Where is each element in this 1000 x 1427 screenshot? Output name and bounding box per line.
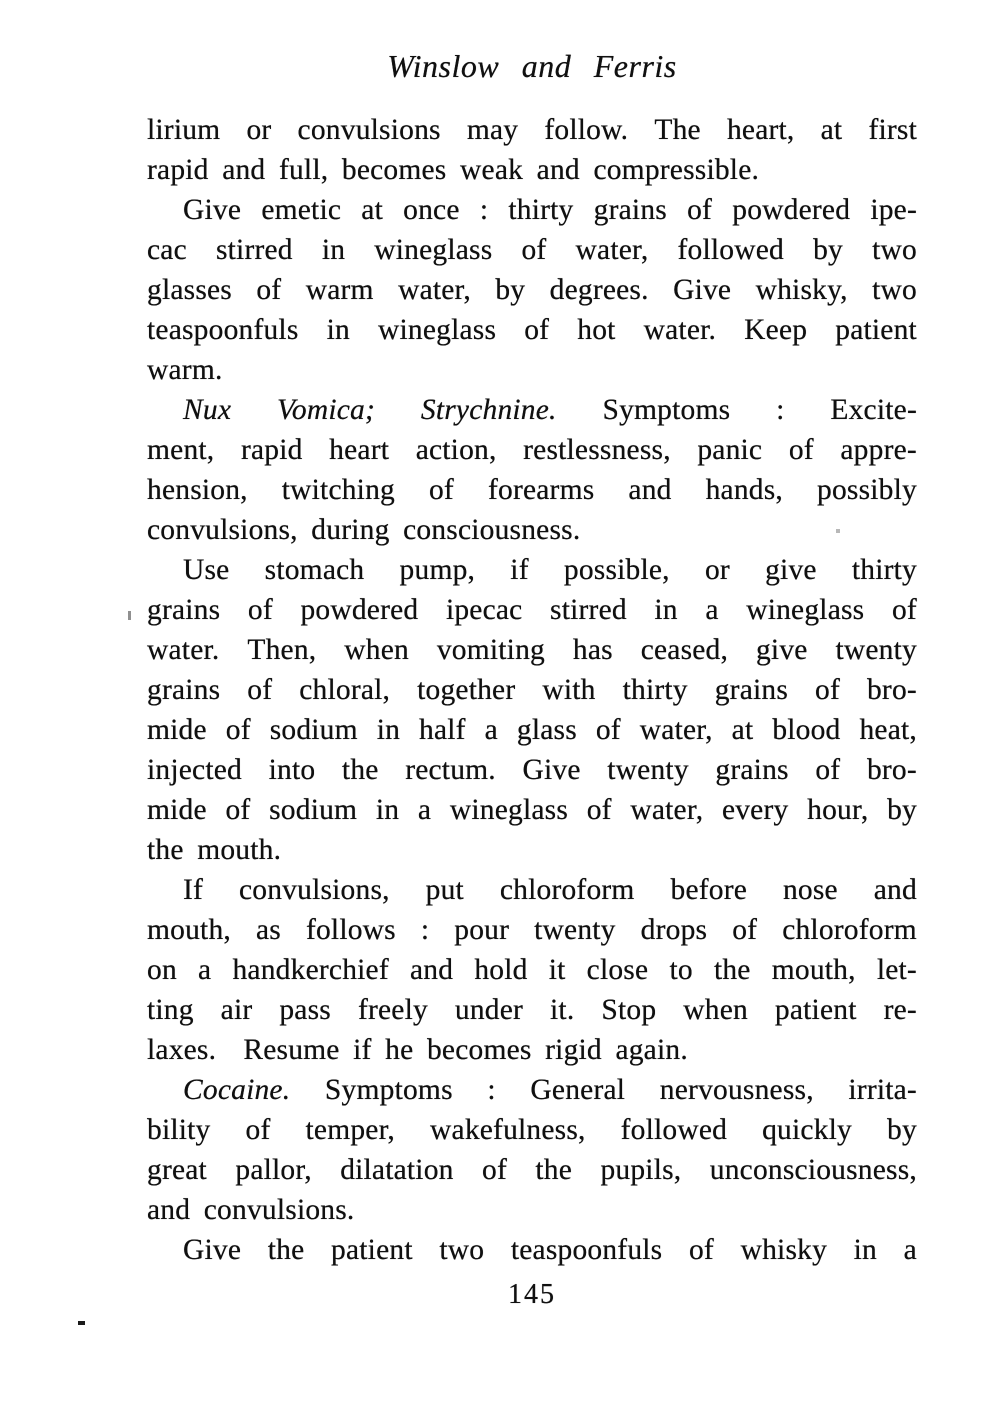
word: restlessness, xyxy=(523,434,671,466)
word: grains xyxy=(147,594,221,626)
word: may xyxy=(466,114,519,146)
text-line xyxy=(147,350,917,390)
text-line xyxy=(147,430,917,470)
word: emetic xyxy=(261,194,342,226)
word: twenty xyxy=(534,914,616,946)
word: of xyxy=(687,194,713,226)
text-line xyxy=(147,550,917,590)
word: by xyxy=(495,274,526,306)
word: mouth, xyxy=(147,914,231,946)
word: of xyxy=(247,674,273,706)
word: a xyxy=(417,794,432,826)
word: in xyxy=(326,314,350,346)
word: every xyxy=(721,794,789,826)
word: Give xyxy=(183,1234,242,1266)
word: General xyxy=(530,1074,626,1106)
text-line xyxy=(147,870,917,910)
word: of xyxy=(247,594,273,626)
word: once xyxy=(403,194,460,226)
word: the xyxy=(267,1234,305,1266)
text-line xyxy=(147,1190,917,1230)
word: grains xyxy=(714,674,789,706)
word: the xyxy=(535,1154,573,1186)
text: warm. xyxy=(147,354,223,386)
text-line xyxy=(147,270,917,310)
body-text xyxy=(147,110,917,1270)
word: bility xyxy=(147,1114,211,1146)
word: under xyxy=(454,994,524,1026)
word: dilatation xyxy=(340,1154,454,1186)
word: sodium xyxy=(269,714,358,746)
word: great xyxy=(147,1154,207,1186)
word: in xyxy=(376,714,401,746)
word: mide xyxy=(147,714,207,746)
word: bro- xyxy=(866,754,917,786)
word: pallor, xyxy=(235,1154,312,1186)
word: a xyxy=(903,1234,917,1266)
word: pass xyxy=(279,994,331,1026)
word: in xyxy=(321,234,346,266)
word: forearms xyxy=(487,474,595,506)
word: when xyxy=(683,994,748,1026)
word: unconsciousness, xyxy=(709,1154,917,1186)
word: of xyxy=(891,594,917,626)
word: grains xyxy=(147,674,221,706)
word: : xyxy=(776,394,785,426)
word: let- xyxy=(876,954,917,986)
text-line xyxy=(147,190,917,230)
word: it. xyxy=(550,994,575,1026)
word: Use xyxy=(183,554,230,586)
text-line xyxy=(147,910,917,950)
word: of xyxy=(788,434,814,466)
word: of xyxy=(524,314,550,346)
text-line xyxy=(147,950,917,990)
word: action, xyxy=(415,434,497,466)
text-line xyxy=(147,750,917,790)
word: of xyxy=(482,1154,507,1186)
word: follow. xyxy=(544,114,629,146)
word: powdered xyxy=(300,594,419,626)
word: give xyxy=(755,634,808,666)
word: stomach xyxy=(264,554,365,586)
word: and xyxy=(873,874,917,906)
word: patient xyxy=(835,314,917,346)
word: re- xyxy=(883,994,917,1026)
word: pump, xyxy=(399,554,476,586)
word: on xyxy=(147,954,177,986)
word: glasses xyxy=(147,274,232,306)
word: in xyxy=(853,1234,878,1266)
text: convulsions, during consciousness. xyxy=(147,514,581,546)
word: hold xyxy=(474,954,528,986)
word: pupils, xyxy=(600,1154,682,1186)
word: a xyxy=(705,594,719,626)
word: heart, xyxy=(726,114,795,146)
word: followed xyxy=(677,234,784,266)
text-line xyxy=(147,1110,917,1150)
word: hands, xyxy=(705,474,784,506)
word: in xyxy=(375,794,400,826)
word: The xyxy=(654,114,701,146)
text-line xyxy=(147,150,917,190)
word: Then, xyxy=(247,634,317,666)
word: warm xyxy=(305,274,374,306)
text-line xyxy=(147,790,917,830)
word: degrees. xyxy=(549,274,649,306)
word: Keep xyxy=(744,314,808,346)
word: air xyxy=(220,994,253,1026)
word: : xyxy=(420,914,430,946)
word: grains xyxy=(593,194,667,226)
text-line xyxy=(147,1030,917,1070)
word: heart xyxy=(329,434,390,466)
word: possible, xyxy=(563,554,670,586)
word: at xyxy=(361,194,383,226)
word: or xyxy=(704,554,730,586)
word: of xyxy=(521,234,547,266)
word: mouth, xyxy=(771,954,856,986)
word: twenty xyxy=(835,634,917,666)
word: Excite- xyxy=(830,394,917,426)
word: wineglass xyxy=(378,314,497,346)
word: patient xyxy=(774,994,857,1026)
word: water. xyxy=(643,314,717,346)
word: chloroform xyxy=(499,874,635,906)
word: Symptoms xyxy=(324,1074,453,1106)
word: wineglass xyxy=(746,594,865,626)
word: stirred xyxy=(215,234,293,266)
word: in xyxy=(654,594,678,626)
word: ipe- xyxy=(870,194,917,226)
word: half xyxy=(419,714,466,746)
word: of xyxy=(225,714,251,746)
italic-word: Strychnine. xyxy=(420,394,557,426)
word: chloral, xyxy=(299,674,391,706)
word: heat, xyxy=(859,714,917,746)
word: first xyxy=(868,114,917,146)
word: pour xyxy=(454,914,510,946)
word: thirty xyxy=(622,674,688,706)
text-line xyxy=(147,990,917,1030)
word: at xyxy=(731,714,754,746)
word: follows xyxy=(305,914,396,946)
word: injected xyxy=(147,754,242,786)
word: freely xyxy=(357,994,428,1026)
word: water, xyxy=(639,714,713,746)
word: lirium xyxy=(147,114,221,146)
word: appre- xyxy=(840,434,917,466)
text-line xyxy=(147,510,917,550)
word: by xyxy=(887,1114,917,1146)
word: teaspoonfuls xyxy=(510,1234,663,1266)
word: followed xyxy=(620,1114,728,1146)
word: ipecac xyxy=(445,594,523,626)
text-line xyxy=(147,710,917,750)
word: of xyxy=(428,474,454,506)
word: together xyxy=(417,674,516,706)
text-line xyxy=(147,670,917,710)
word: stirred xyxy=(550,594,627,626)
text: and convulsions. xyxy=(147,1194,355,1226)
word: convulsions xyxy=(297,114,441,146)
running-header: Winslow and Ferris xyxy=(387,48,677,84)
italic-word: Vomica; xyxy=(276,394,376,426)
word: of xyxy=(688,1234,714,1266)
word: put xyxy=(425,874,464,906)
word: into xyxy=(268,754,316,786)
word: twenty xyxy=(607,754,689,786)
text-line xyxy=(147,1230,917,1270)
word: of xyxy=(586,794,612,826)
word: and xyxy=(628,474,672,506)
word: it xyxy=(548,954,566,986)
word: wineglass xyxy=(449,794,569,826)
word: or xyxy=(246,114,272,146)
italic-word: Cocaine. xyxy=(183,1074,291,1106)
word: of xyxy=(732,914,758,946)
word: drops xyxy=(640,914,708,946)
word: has xyxy=(572,634,613,666)
word: vomiting xyxy=(436,634,545,666)
word: of xyxy=(225,794,251,826)
word: grains xyxy=(715,754,789,786)
text: the mouth. xyxy=(147,834,282,866)
word: the xyxy=(341,754,379,786)
word: If xyxy=(183,874,204,906)
word: Give xyxy=(673,274,732,306)
word: : xyxy=(487,1074,496,1106)
word: before xyxy=(670,874,748,906)
word: two xyxy=(872,274,917,306)
word: powdered xyxy=(732,194,851,226)
word: ment, xyxy=(147,434,215,466)
word: of xyxy=(595,714,621,746)
word: of xyxy=(815,674,840,706)
word: teaspoonfuls xyxy=(147,314,299,346)
word: with xyxy=(542,674,596,706)
word: twitching xyxy=(281,474,395,506)
text-line xyxy=(147,1150,917,1190)
word: temper, xyxy=(305,1114,395,1146)
word: sodium xyxy=(269,794,358,826)
word: Stop xyxy=(601,994,657,1026)
word: water. xyxy=(147,634,220,666)
word: water, xyxy=(398,274,471,306)
word: thirty xyxy=(851,554,917,586)
word: irrita- xyxy=(848,1074,917,1106)
word: ting xyxy=(147,994,194,1026)
text-line xyxy=(147,230,917,270)
word: at xyxy=(820,114,843,146)
text-line xyxy=(147,830,917,870)
word: rapid xyxy=(240,434,303,466)
word: chloroform xyxy=(782,914,917,946)
text-line xyxy=(147,630,917,670)
text-line xyxy=(147,110,917,150)
word: nose xyxy=(782,874,838,906)
word: mide xyxy=(147,794,207,826)
word: two xyxy=(872,234,917,266)
text: rapid and full, becomes weak and compressible. xyxy=(147,154,760,186)
word: hot xyxy=(577,314,616,346)
word: whisky xyxy=(740,1234,828,1266)
word: glass xyxy=(516,714,577,746)
word: Symptoms xyxy=(602,394,731,426)
word: of xyxy=(256,274,282,306)
page-number: 145 xyxy=(508,1279,556,1310)
word: close xyxy=(586,954,649,986)
word: if xyxy=(510,554,529,586)
word: hension, xyxy=(147,474,248,506)
word: cac xyxy=(147,234,187,266)
word: : xyxy=(479,194,489,226)
word: wakefulness, xyxy=(430,1114,586,1146)
text-line xyxy=(147,310,917,350)
word: by xyxy=(887,794,917,826)
word: two xyxy=(439,1234,485,1266)
word: of xyxy=(245,1114,271,1146)
word: ceased, xyxy=(640,634,729,666)
word: nervousness, xyxy=(659,1074,814,1106)
word: and xyxy=(410,954,454,986)
text-line xyxy=(147,1070,917,1110)
word: patient xyxy=(331,1234,413,1266)
word: to xyxy=(669,954,693,986)
word: bro- xyxy=(866,674,917,706)
word: by xyxy=(813,234,843,266)
word: of xyxy=(815,754,841,786)
scan-speck xyxy=(836,529,840,533)
word: water, xyxy=(575,234,649,266)
word: quickly xyxy=(762,1114,852,1146)
word: the xyxy=(713,954,751,986)
word: Give xyxy=(183,194,242,226)
italic-word: Nux xyxy=(183,394,232,426)
word: whisky, xyxy=(755,274,848,306)
word: wineglass xyxy=(374,234,493,266)
word: hour, xyxy=(807,794,869,826)
word: thirty xyxy=(508,194,574,226)
word: blood xyxy=(772,714,841,746)
scan-speck xyxy=(78,1321,85,1325)
word: convulsions, xyxy=(238,874,390,906)
word: panic xyxy=(697,434,763,466)
text: laxes. Resume if he becomes rigid again. xyxy=(147,1034,688,1066)
word: a xyxy=(198,954,212,986)
word: rectum. xyxy=(405,754,496,786)
word: a xyxy=(484,714,498,746)
scan-speck xyxy=(128,611,131,620)
word: possibly xyxy=(817,474,917,506)
text-line xyxy=(147,590,917,630)
word: when xyxy=(344,634,409,666)
word: water, xyxy=(630,794,704,826)
word: handkerchief xyxy=(232,954,389,986)
text-line xyxy=(147,470,917,510)
word: as xyxy=(255,914,281,946)
word: Give xyxy=(522,754,581,786)
text-line xyxy=(147,390,917,430)
word: give xyxy=(765,554,817,586)
